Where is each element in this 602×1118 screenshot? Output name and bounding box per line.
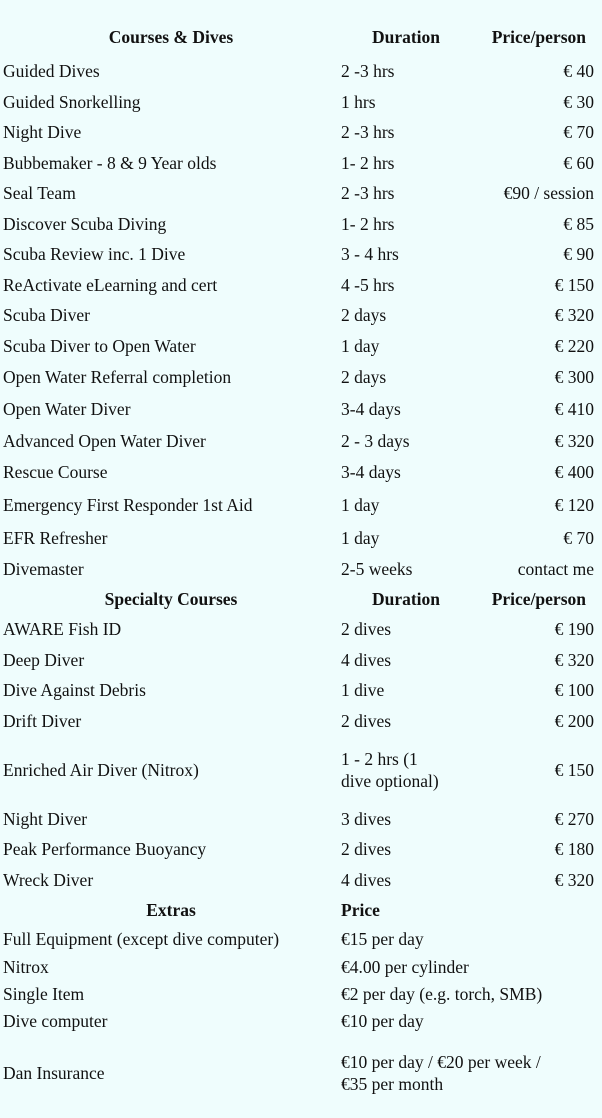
specialty-price: € 180 [554,839,594,859]
course-name: Guided Dives [3,61,100,81]
table-row [2,864,600,895]
extra-price: €15 per day [341,929,424,949]
course-duration: 3 - 4 hrs [341,244,399,264]
specialty-price: € 270 [554,809,594,829]
course-duration: 1- 2 hrs [341,213,395,234]
course-price: € 220 [554,335,594,356]
specialty-name: Dive Against Debris [3,680,146,700]
course-duration: 2 - 3 days [341,430,410,451]
course-name: Night Dive [3,122,82,142]
course-name: Guided Snorkelling [3,91,141,112]
table-row [2,269,600,300]
specialty-price: € 200 [554,710,594,731]
table-row [2,330,600,361]
table-row [2,487,600,522]
table-row [2,117,600,147]
course-duration: 2 -3 hrs [341,122,395,142]
course-duration: 3-4 days [341,399,401,419]
specialty-price: € 150 [554,760,594,780]
table-row [2,456,600,487]
specialty-name: Wreck Diver [3,869,94,890]
extras-header-price: Price [341,900,380,920]
table-row [2,925,600,953]
table-row [2,675,600,705]
table-row [2,361,600,393]
specialty-header-duration: Duration [371,589,441,609]
specialty-price: € 190 [554,619,594,639]
course-duration: 2-5 weeks [341,558,413,579]
course-name: EFR Refresher [3,527,108,548]
course-price: € 70 [563,122,594,142]
table-row [2,56,600,86]
course-duration: 2 -3 hrs [341,183,395,203]
courses-header-name: Courses & Dives [108,26,234,47]
price-table [2,0,600,1111]
specialty-duration: 2 dives [341,619,392,639]
course-price: € 90 [563,244,594,264]
course-price: € 30 [563,91,594,112]
table-row [2,239,600,269]
extras-header-name: Extras [146,900,196,920]
specialty-header-name: Specialty Courses [104,589,238,609]
specialty-name: Enriched Air Diver (Nitrox) [3,760,199,780]
specialty-duration: 4 dives [341,649,392,670]
table-row [2,953,600,980]
specialty-name: Peak Performance Buoyancy [3,839,207,859]
extra-name: Single Item [3,983,85,1004]
table-row [2,980,600,1007]
course-duration: 4 -5 hrs [341,274,395,295]
course-duration: 1 day [341,494,380,515]
course-price: € 320 [554,305,594,325]
extra-name: Dive computer [3,1011,108,1031]
specialty-price: € 320 [554,869,594,890]
course-name: Divemaster [3,558,84,579]
table-row [2,644,600,675]
course-duration: 1 day [341,335,380,356]
table-row [2,1035,600,1111]
course-duration: 3-4 days [341,461,401,482]
table-row [2,178,600,208]
specialty-price: € 100 [554,680,594,700]
table-row [2,393,600,425]
course-name: Scuba Diver [3,305,90,325]
course-price: € 400 [554,461,594,482]
table-row [2,425,600,456]
courses-header-row [2,0,600,56]
course-duration: 1- 2 hrs [341,152,395,173]
extra-price: €10 per day [341,1011,424,1031]
specialty-name: Deep Diver [3,649,85,670]
table-row [2,208,600,239]
specialty-duration: 2 dives [341,710,392,731]
course-name: Open Water Diver [3,399,131,419]
course-name: Seal Team [3,183,76,203]
extra-price: €4.00 per cylinder [341,956,469,977]
table-row [2,736,600,804]
extras-header-row [2,895,600,925]
course-price: € 300 [554,367,594,387]
table-row [2,834,600,864]
courses-header-price: Price/person [491,26,586,47]
course-price: € 120 [554,494,594,515]
course-price: € 70 [563,527,594,548]
specialty-duration: 2 dives [341,839,392,859]
course-name: ReActivate eLearning and cert [3,274,218,295]
table-row [2,300,600,330]
table-row [2,705,600,736]
course-price: contact me [517,558,594,579]
course-name: Bubbemaker - 8 & 9 Year olds [3,152,217,173]
course-duration: 2 days [341,367,387,387]
extra-name: Nitrox [3,956,49,977]
course-price: € 85 [563,213,594,234]
extra-name: Dan Insurance [3,1063,105,1083]
course-name: Scuba Diver to Open Water [3,335,196,356]
course-price: € 40 [563,61,594,81]
course-name: Rescue Course [3,461,108,482]
table-row [2,553,600,584]
table-row [2,147,600,178]
course-price: € 60 [563,152,594,173]
table-row [2,614,600,644]
table-row [2,522,600,553]
course-price: € 150 [554,274,594,295]
extra-price: €2 per day (e.g. torch, SMB) [341,983,543,1004]
extra-name: Full Equipment (except dive computer) [3,929,280,949]
specialty-price: € 320 [554,649,594,670]
course-duration: 1 day [341,527,380,548]
course-price: €90 / session [503,183,594,203]
courses-header-duration: Duration [371,26,441,47]
specialty-header-row [2,584,600,614]
specialty-header-price: Price/person [491,589,586,609]
table-row [2,86,600,117]
specialty-duration: 3 dives [341,809,392,829]
course-price: € 320 [554,430,594,451]
course-name: Scuba Review inc. 1 Dive [3,244,186,264]
specialty-duration: 1 - 2 hrs (1 dive optional) [341,749,439,791]
table-row [2,804,600,834]
course-duration: 2 days [341,305,387,325]
course-name: Advanced Open Water Diver [3,430,206,451]
course-name: Emergency First Responder 1st Aid [3,494,253,515]
specialty-name: Night Diver [3,809,88,829]
course-name: Open Water Referral completion [3,367,232,387]
specialty-duration: 4 dives [341,869,392,890]
specialty-duration: 1 dive [341,680,385,700]
extra-price: €10 per day / €20 per week / €35 per month [341,1052,541,1094]
course-name: Discover Scuba Diving [3,213,167,234]
course-price: € 410 [554,399,594,419]
specialty-name: Drift Diver [3,710,82,731]
table-row [2,1007,600,1035]
course-duration: 2 -3 hrs [341,61,395,81]
specialty-name: AWARE Fish ID [3,619,122,639]
course-duration: 1 hrs [341,91,376,112]
